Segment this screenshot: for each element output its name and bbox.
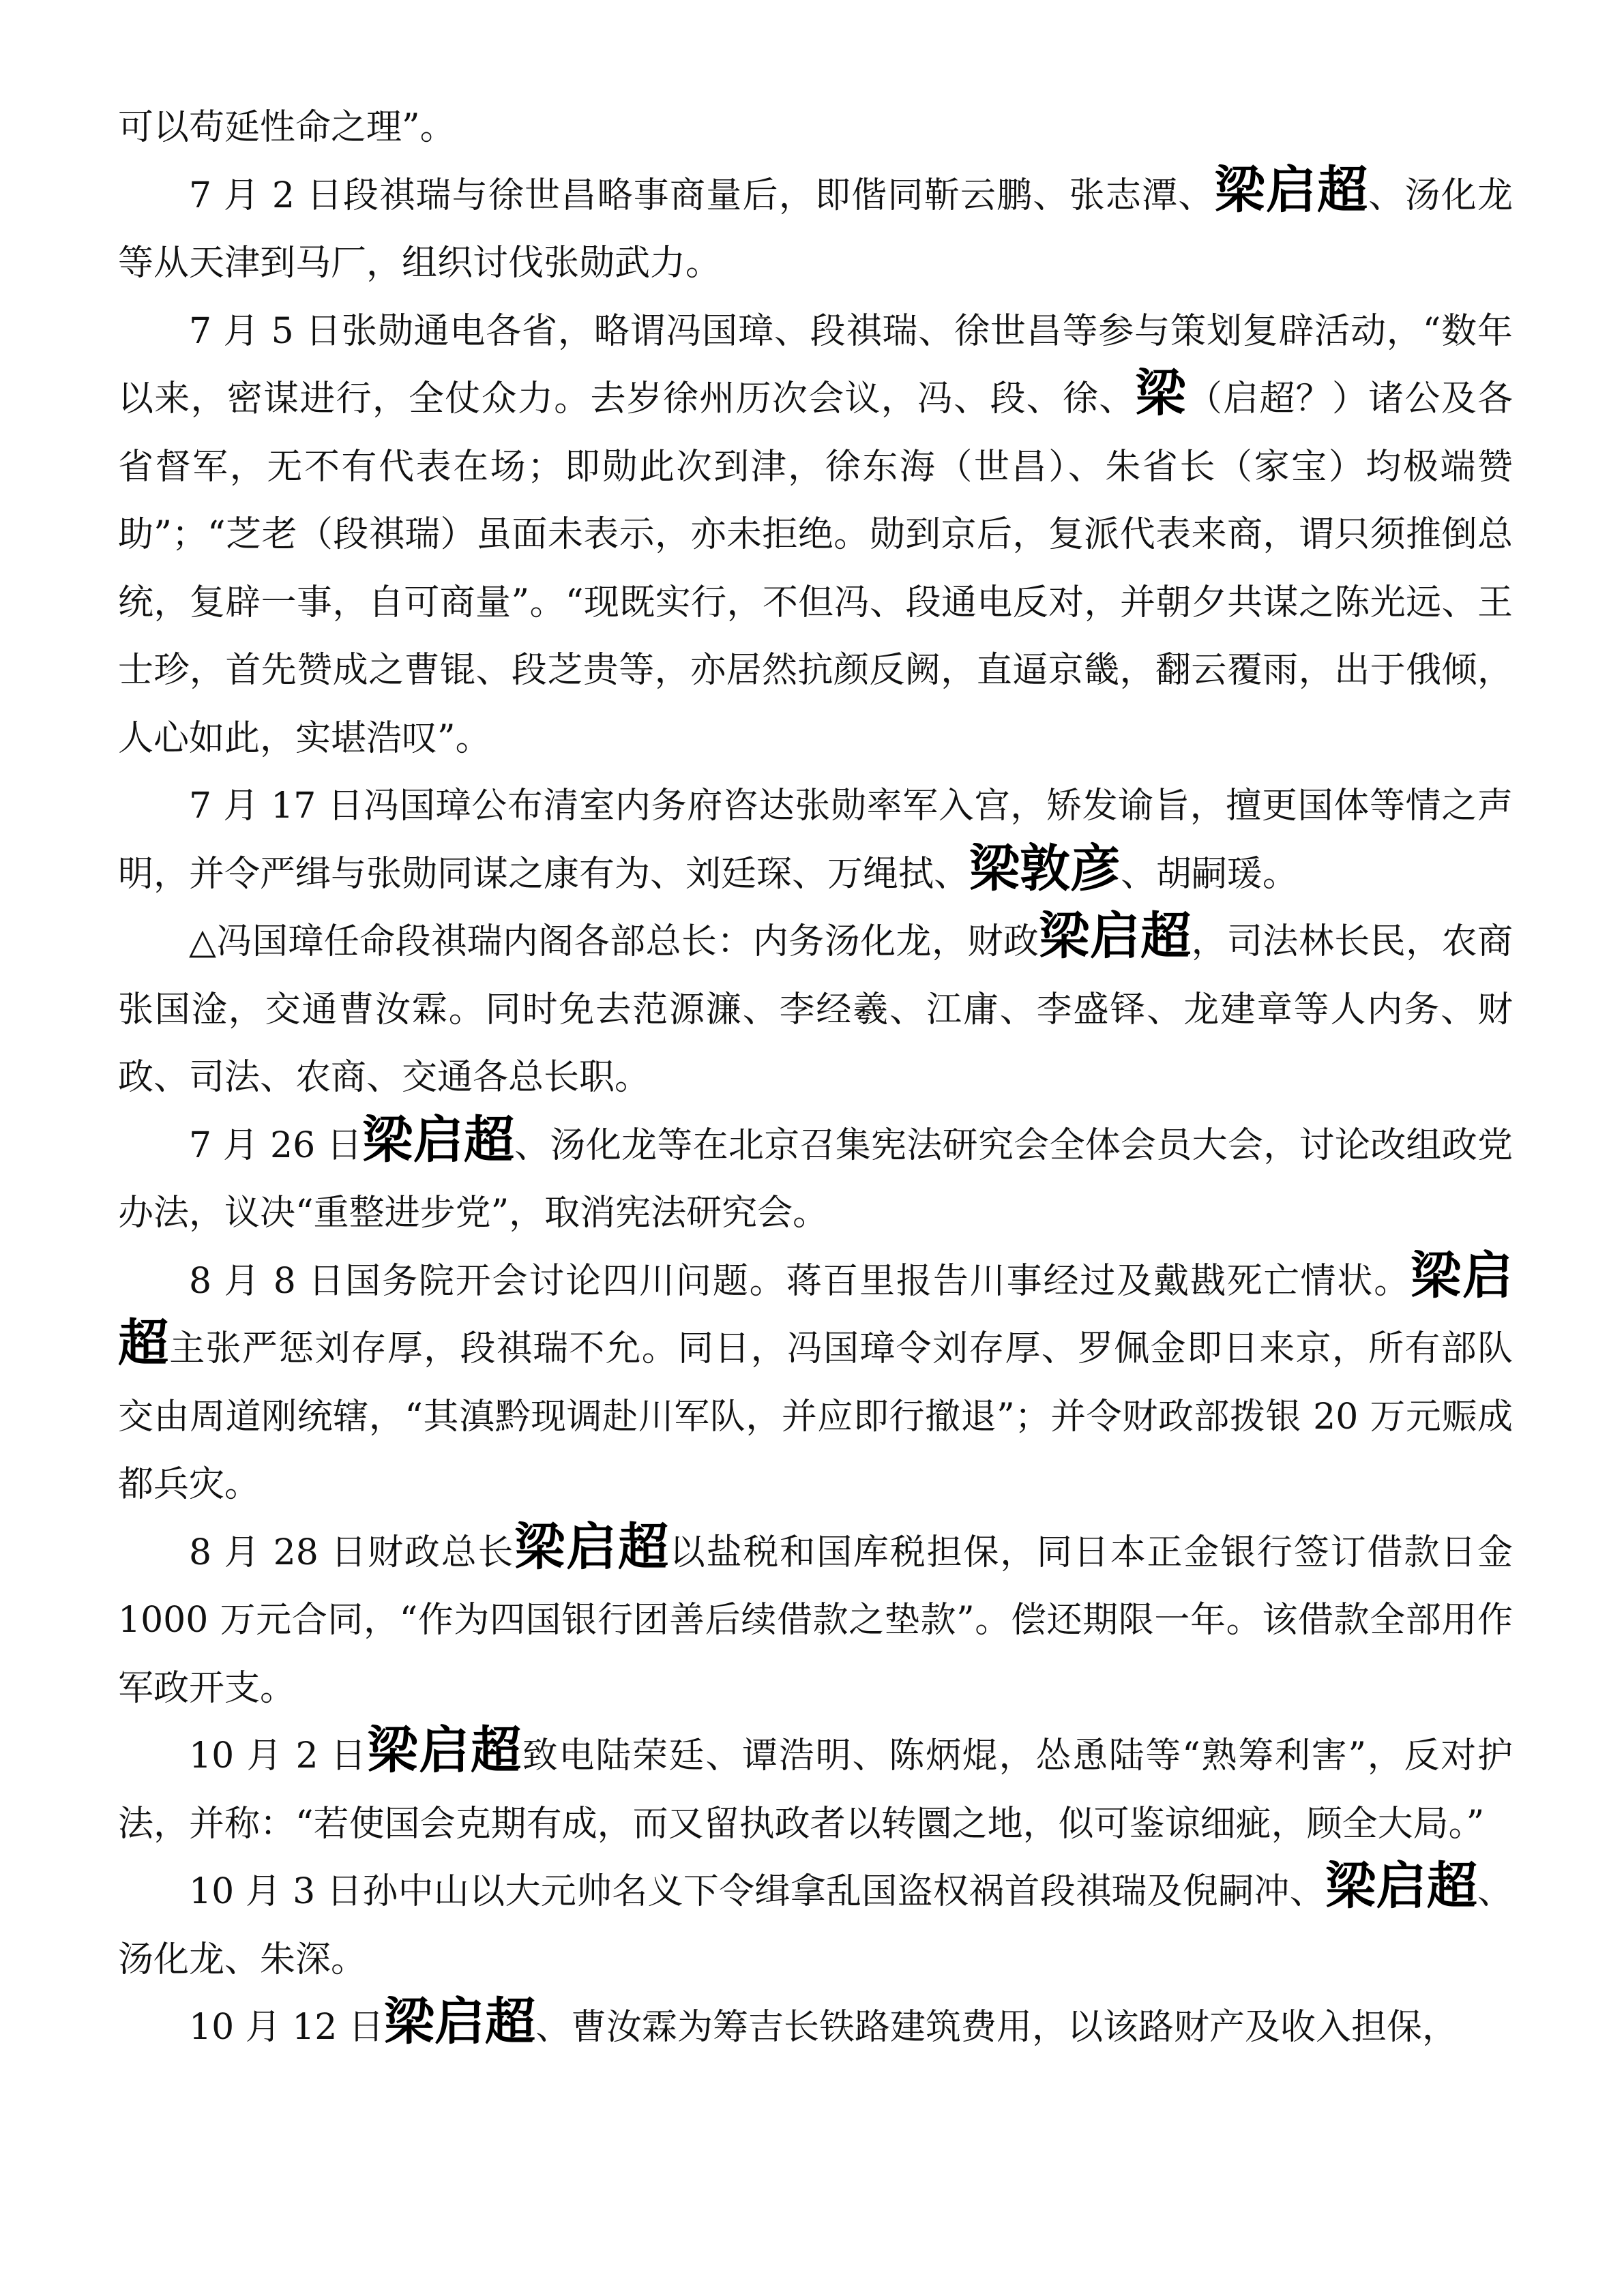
highlighted-name: 梁启超 xyxy=(367,1721,522,1780)
paragraph xyxy=(118,908,1513,1112)
paragraph xyxy=(118,94,1513,162)
paragraph xyxy=(118,1858,1513,1994)
paragraph-text: 、汤化龙等从天津到马厂，组织讨伐张勋武力。 xyxy=(118,175,1514,284)
paragraph-text: 10 月 3 日孙中山以大元帅名义下令缉拿乱国盗权祸首段祺瑞及倪嗣冲、 xyxy=(189,1871,1326,1912)
paragraph-text: 7 月 17 日冯国璋公布清室内务府咨达张勋率军入宫，矫发谕旨，擅更国体等情之声明，并令严缉与张勋同谋之康有为、刘廷琛、万绳拭、 xyxy=(118,786,1513,895)
paragraph xyxy=(118,298,1513,773)
paragraph-text: 7 月 2 日段祺瑞与徐世昌略事商量后，即偕同靳云鹏、张志潭、 xyxy=(189,175,1215,216)
highlighted-name: 梁敦彦 xyxy=(969,839,1121,898)
paragraph-text: △冯国璋任命段祺瑞内阁各部总长：内务汤化龙，财政 xyxy=(189,921,1039,962)
highlighted-name: 梁启超 xyxy=(1325,1857,1477,1915)
paragraph-text: 以盐税和国库税担保，同日本正金银行签订借款日金 1000 万元合同，“作为四国银行团善后续借款之垫款”。偿还期限一年。该借款全部用作军政开支。 xyxy=(118,1532,1513,1709)
paragraph-text: 致电陆荣廷、谭浩明、陈炳焜，怂恿陆等“熟筹利害”，反对护法，并称：“若使国会克期有成，而又留执政者以转圜之地，似可鉴谅细疵，顾全大局。” xyxy=(118,1735,1514,1845)
paragraph-text: 、胡嗣瑗。 xyxy=(1121,853,1299,895)
paragraph xyxy=(118,1519,1513,1723)
paragraph-text: 8 月 28 日财政总长 xyxy=(189,1532,515,1573)
highlighted-name: 梁启超 xyxy=(362,1110,515,1169)
highlighted-name: 梁启超 xyxy=(1039,907,1192,966)
highlighted-name: 梁启超 xyxy=(383,1993,535,2051)
highlighted-name: 梁启超 xyxy=(118,1246,1514,1373)
paragraph-text: 主张严惩刘存厚，段祺瑞不允。同日，冯国璋令刘存厚、罗佩金即日来京，所有部队交由周道刚统辖，“其滇黔现调赴川军队，并应即行撤退”；并令财政部拨银 20 万元赈成都兵灾。 xyxy=(118,1328,1513,1505)
highlighted-name: 梁 xyxy=(1135,364,1187,423)
document-body xyxy=(118,94,1513,2062)
paragraph-text: ，司法林长民，农商张国淦，交通曹汝霖。同时免去范源濂、李经羲、江庸、李盛铎、龙建章等人内务、财政、司法、农商、交通各总长职。 xyxy=(118,921,1514,1098)
paragraph xyxy=(118,1723,1513,1858)
paragraph-text: 、曹汝霖为筹吉长铁路建筑费用，以该路财产及收入担保， xyxy=(535,2007,1458,2048)
paragraph xyxy=(118,1112,1513,1248)
paragraph xyxy=(118,162,1513,298)
paragraph-text: 7 月 5 日张勋通电各省，略谓冯国璋、段祺瑞、徐世昌等参与策划复辟活动，“数年以来，密谋进行，全仗众力。去岁徐州历次会议，冯、段、徐、 xyxy=(118,310,1513,419)
paragraph xyxy=(118,1248,1513,1519)
paragraph xyxy=(118,1994,1513,2062)
paragraph-text: 、汤化龙等在北京召集宪法研究会全体会员大会，讨论改组政党办法，议决“重整进步党”，取消宪法研究会。 xyxy=(118,1124,1513,1234)
paragraph-text: 7 月 26 日 xyxy=(189,1124,363,1166)
highlighted-name: 梁启超 xyxy=(514,1517,670,1577)
highlighted-name: 梁启超 xyxy=(1214,160,1369,220)
paragraph xyxy=(118,773,1513,908)
paragraph-text: 8 月 8 日国务院开会讨论四川问题。蒋百里报告川事经过及戴戡死亡情状。 xyxy=(189,1260,1411,1302)
paragraph-text: 可以苟延性命之理”。 xyxy=(118,107,456,148)
paragraph-text: 10 月 12 日 xyxy=(189,2007,384,2048)
paragraph-text: 10 月 2 日 xyxy=(189,1735,368,1776)
paragraph-text: 、汤化龙、朱深。 xyxy=(118,1871,1514,1980)
paragraph-text: （启超？）诸公及各省督军，无不有代表在场；即勋此次到津，徐东海（世昌）、朱省长（家宝）均极端赞助”；“芝老（段祺瑞）虽面未表示，亦未拒绝。勋到京后，复派代表来商，谓只须推倒总统，复辟一事，自可商量”。“现既实行，不但冯、段通电反对，并朝夕共谋之陈光远、王士珍，首先赞成之曹锟、段芝贵等，亦居然抗颜反阙，直逼京畿，翻云覆雨，出于俄倾，人心如此，实堪浩叹”。 xyxy=(118,378,1513,759)
